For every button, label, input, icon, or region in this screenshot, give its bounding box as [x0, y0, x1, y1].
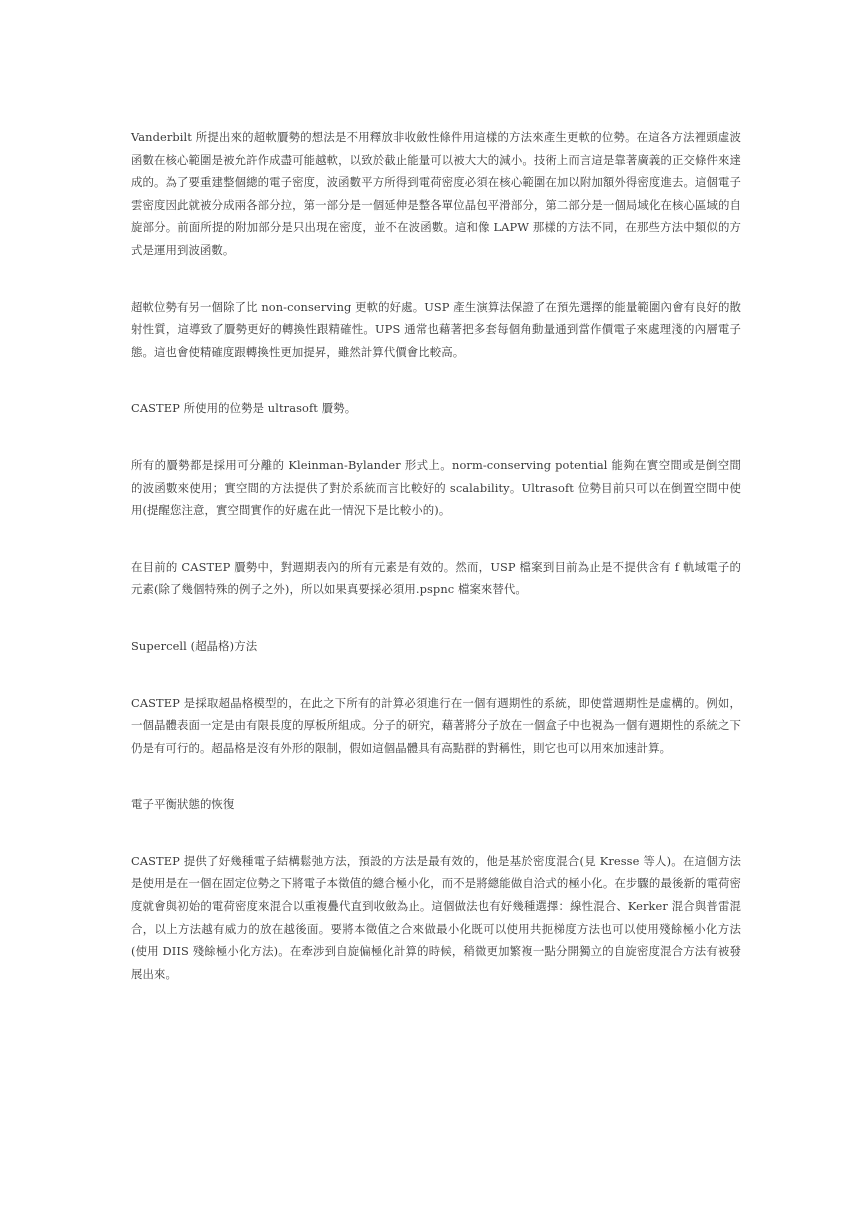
paragraph-element-coverage: 在目前的 CASTEP 贗勢中，對週期表內的所有元素是有效的。然而，USP 檔案到目前為止是不提供含有 f 軌域電子的元素(除了幾個特殊的例子之外)，所以如果真要採必須用.pspnc 檔案來替代。 — [131, 559, 741, 597]
section-heading-electronic-relaxation: 電子平衡狀態的恢復 — [131, 797, 235, 812]
paragraph-supercell-method: CASTEP 是採取超晶格模型的，在此之下所有的計算必須進行在一個有週期性的系統，即使當週期性是虛構的。例如，一個晶體表面一定是由有限長度的厚板所組成。分子的研究，藉著將分子放在一個盒子中也視為一個有週期性的系統之下仍是有可行的。超晶格是沒有外形的限制，假如這個晶體具有高點群的對稱性，則它也可以用來加速計算。 — [131, 695, 741, 755]
paragraph-ultrasoft-intro: Vanderbilt 所提出來的超軟贗勢的想法是不用釋放非收斂性條件用這樣的方法來產生更軟的位勢。在這各方法裡頭虛波函數在核心範圍是被允許作成盡可能越軟，以致於截止能量可以被大大的減小。技術上而言這是靠著廣義的正交條件來達成的。為了要重建整個總的電子密度，波函數平方所得到電荷密度必須在核心範圍在加以附加額外得密度進去。這個電子雲密度因此就被分成兩各部分拉，第一部分是一個延伸是整各單位晶包平滑部分，第二部分是一個局域化在核心區域的自旋部分。前面所提的附加部分是只出現在密度，並不在波函數。這和像 LAPW 那樣的方法不同，在那些方法中類似的方式是運用到波函數。 — [131, 130, 741, 257]
section-heading-supercell: Supercell (超晶格)方法 — [131, 638, 258, 653]
document-body — [131, 126, 741, 985]
paragraph-density-mixing: CASTEP 提供了好幾種電子結構鬆弛方法，預設的方法是最有效的，他是基於密度混合(見 Kresse 等人)。在這個方法是使用是在一個在固定位勢之下將電子本徵值的總合極小化，而不是將總能做自洽式的極小化。在步驟的最後新的電荷密度就會與初始的電荷密度來混合以重複疊代直到收斂為止。這個做法也有好幾種選擇：線性混合、Kerker 混合與普雷混合，以上方法越有威力的放在越後面。要將本徵值之合來做最小化既可以使用共扼梯度方法也可以使用殘餘極小化方法(使用 DIIS 殘餘極小化方法)。在牽涉到自旋偏極化計算的時候，稍微更加繁複一點分開獨立的自旋密度混合方法有被發展出來。 — [131, 853, 741, 981]
paragraph-castep-potential: CASTEP 所使用的位勢是 ultrasoft 贗勢。 — [131, 401, 357, 416]
paragraph-kleinman-bylander: 所有的贗勢都是採用可分離的 Kleinman-Bylander 形式上。norm-conserving potential 能夠在實空間或是倒空間的波函數來使用；實空間的方法提供了對於系統而言比較好的 scalability。Ultrasoft 位勢目前只可以在倒置空間中使用(提醒您注意，實空間實作的好處在此一情況下是比較小的)。 — [131, 457, 741, 518]
paragraph-ultrasoft-advantages: 超軟位勢有另一個除了比 non-conserving 更軟的好處。USP 產生演算法保證了在預先選擇的能量範圍內會有良好的散射性質，這導致了贗勢更好的轉換性跟精確性。UPS 通常也藉著把多套每個角動量通到當作價電子來處理淺的內層電子態。這也會使精確度跟轉換性更加提昇，雖然計算代價會比較高。 — [131, 299, 741, 359]
